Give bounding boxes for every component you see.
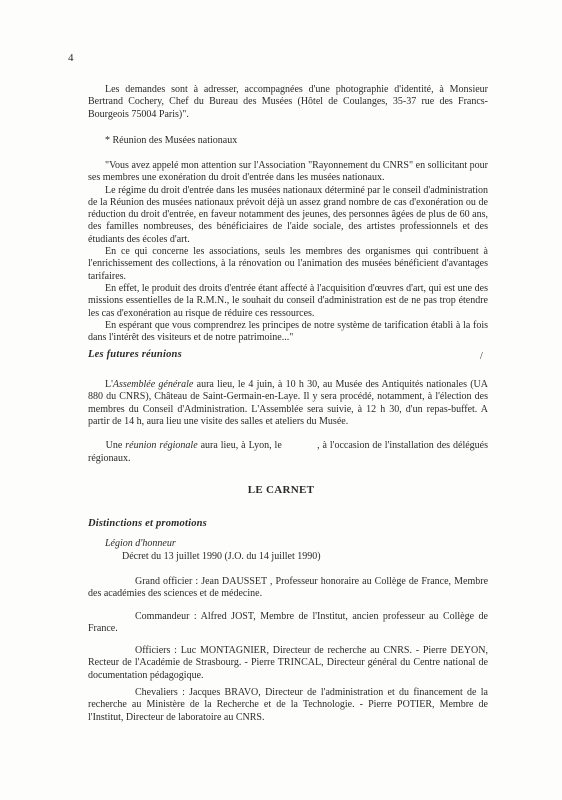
rmn-heading: * Réunion des Musées nationaux xyxy=(105,135,238,146)
intro-text: Les demandes sont à adresser, accompagnées d'une photographie d'identité, à Monsieur Bertrand Cochery, Chef du Bureau des Musées (Hôtel de Coulanges, 35-37 rue des Francs-Bourgeois 75004 Paris)". xyxy=(88,84,488,120)
officiers-entry xyxy=(88,645,488,682)
ag-term: Assemblée générale xyxy=(112,379,194,390)
rank-text: Jacques BRAVO, Directeur de l'administration et du financement de la recherche au Ministère de la Recherche et de la Technologie. - Pierre POTIER, Membre de l'Institut, Directeur de laboratoire au CNRS. xyxy=(88,687,489,723)
margin-slash: / xyxy=(480,351,483,362)
grand-officier-entry xyxy=(88,576,488,601)
ag-text: aura lieu, le 4 juin, à 10 h 30, au Musée des Antiquités nationales (UA 880 du CNRS), Château de Saint-Germain-en-Laye. Il y sera procédé, notamment, à l'élection des membres du Conseil d'Administration. L'Assemblée sera suivie, à 12 h 30, d'un repas-buffet. A partir de 14 h, aura lieu une visite des salles et ateliers du Musée. xyxy=(88,379,488,427)
legion-heading: Légion d'honneur xyxy=(105,538,176,549)
rmn-paragraph: En effet, le produit des droits d'entrée étant affecté à l'acquisition d'œuvres d'art, qui est une des missions essentielles de la R.M.N., le souhait du conseil d'administration est de ne pas trop étendre les cas d'exonération au risque de réduire ces ressources. xyxy=(88,282,488,319)
chevaliers-entry xyxy=(88,687,488,724)
page-number: 4 xyxy=(68,52,74,64)
assemblee-paragraph xyxy=(88,379,488,428)
rr-prefix: Une xyxy=(105,440,126,452)
rmn-paragraph: En espérant que vous comprendrez les principes de notre système de tarification établi à la fois dans l'intérêt des visiteurs et de notre patrimoine..." xyxy=(88,319,488,344)
carnet-title: LE CARNET xyxy=(247,484,315,496)
rank-label: Chevaliers : xyxy=(135,687,190,698)
decret-line: Décret du 13 juillet 1990 (J.O. du 14 juillet 1990) xyxy=(122,551,321,562)
futures-heading: Les futures réunions xyxy=(88,349,182,360)
rank-text: Alfred JOST, Membre de l'Institut, ancien professeur au Collège de France. xyxy=(88,611,488,635)
regionale-paragraph xyxy=(88,428,491,477)
rr-term: réunion régionale xyxy=(125,440,198,452)
rmn-letter xyxy=(88,160,488,344)
rmn-paragraph: En ce qui concerne les associations, seuls les membres des organismes qui contribuent à l'enrichissement des collections, à la rénovation ou l'animation des musées bénéficient d'avantages tarifaires. xyxy=(88,246,488,282)
rmn-paragraph: Le régime du droit d'entrée dans les musées nationaux déterminé par le conseil d'administration de la Réunion des musées nationaux prévoit déjà un assez grand nombre de cas d'exonération ou de réduction du droit d'entrée, en faveur notamment des jeunes, des personnes âgées de plus de 60 ans, des familles nombreuses, des bénéficiaires de l'aide sociale, des artistes professionnels et des étudiants des écoles d'art. xyxy=(88,184,488,245)
distinctions-heading: Distinctions et promotions xyxy=(88,518,207,529)
rmn-paragraph: "Vous avez appelé mon attention sur l'Association "Rayonnement du CNRS" en sollicitant pour ses membres une exonération du droit d'entrée dans les musées nationaux. xyxy=(88,160,488,184)
ag-prefix: L' xyxy=(105,379,113,390)
rank-label: Commandeur : xyxy=(135,611,201,622)
rank-label: Officiers : xyxy=(135,645,181,656)
commandeur-entry xyxy=(88,611,488,636)
rank-label: Grand officier : xyxy=(135,576,202,587)
rr-text: aura lieu, à Lyon, le , à l'occasion de l'installation des délégués régionaux. xyxy=(88,440,491,464)
rank-text: Jean DAUSSET , Professeur honoraire au Collège de France, Membre des académies des sciences et de médecine. xyxy=(88,576,489,600)
intro-paragraph xyxy=(88,84,488,121)
rank-text: Luc MONTAGNIER, Directeur de recherche au CNRS. - Pierre DEYON, Recteur de l'Académie de Strasbourg. - Pierre TRINCAL, Directeur général du Centre national de documentation pédagogique. xyxy=(88,645,488,681)
rmn-heading-block xyxy=(88,135,488,147)
